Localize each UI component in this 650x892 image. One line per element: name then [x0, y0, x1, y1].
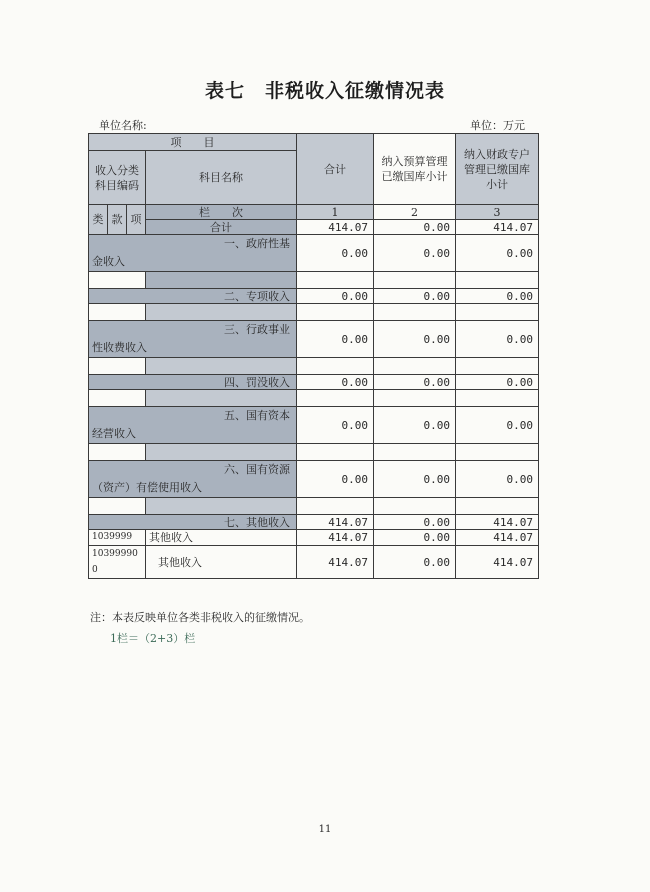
unit-name-label: 单位名称:: [99, 119, 147, 132]
total-header: 合计: [297, 134, 374, 205]
empty-cell: [89, 444, 146, 461]
page-title: 表七 非税收入征缴情况表: [204, 80, 445, 102]
lei-header: 类: [89, 205, 108, 235]
empty-cell: [146, 444, 297, 461]
cell-value: 0.00: [456, 321, 539, 358]
cell-value: 414.07: [297, 220, 374, 235]
empty-cell: [456, 358, 539, 375]
table-row-total: [89, 220, 539, 235]
cell-value: 0.00: [456, 289, 539, 304]
empty-cell: [146, 304, 297, 321]
code-header: [89, 151, 146, 205]
row-name-line2: （资产）有偿使用收入: [92, 481, 202, 494]
row-name: [89, 321, 297, 358]
row-name-line2: 金收入: [92, 255, 125, 268]
kuan-header: 款: [108, 205, 127, 235]
project-header: 项 目: [89, 134, 297, 151]
subject-code-line1: 10399990: [92, 549, 138, 559]
row-name: 合计: [146, 220, 297, 235]
empty-cell: [297, 304, 374, 321]
empty-row: [89, 358, 539, 375]
cell-value: 0.00: [297, 321, 374, 358]
empty-cell: [146, 390, 297, 407]
col1-index: 1: [297, 205, 374, 220]
cell-value: 0.00: [297, 407, 374, 444]
empty-cell: [374, 272, 456, 289]
subject-name: 其他收入: [146, 530, 297, 546]
page-number: 11: [318, 824, 332, 835]
row-name-line1: 五、国有资本: [224, 409, 290, 422]
table-row-state-capital: [89, 407, 539, 444]
empty-row: [89, 444, 539, 461]
lanci-header: 栏 次: [146, 205, 297, 220]
table-row-state-resource: [89, 461, 539, 498]
cell-value: 0.00: [297, 375, 374, 390]
fiscal-special-header: [456, 134, 539, 205]
empty-cell: [374, 390, 456, 407]
cell-value: 414.07: [297, 515, 374, 530]
budget-mgmt-header: [374, 134, 456, 205]
cell-value: 0.00: [374, 530, 456, 546]
budget-mgmt-header-text: 纳入预算管理已缴国库小计: [381, 155, 448, 183]
subject-name-header: 科目名称: [146, 151, 297, 205]
empty-cell: [374, 304, 456, 321]
cell-value: 0.00: [374, 407, 456, 444]
empty-row: [89, 390, 539, 407]
empty-cell: [89, 498, 146, 515]
empty-cell: [456, 498, 539, 515]
table-row-admin-fee: [89, 321, 539, 358]
cell-value: 0.00: [297, 289, 374, 304]
cell-value: 0.00: [374, 220, 456, 235]
table-row-gov-fund: [89, 235, 539, 272]
table-row-fines: [89, 375, 539, 390]
empty-cell: [297, 390, 374, 407]
cell-value: 0.00: [374, 375, 456, 390]
cell-value: 414.07: [456, 530, 539, 546]
cell-value: 414.07: [456, 220, 539, 235]
empty-cell: [374, 358, 456, 375]
empty-cell: [146, 358, 297, 375]
row-name-line1: 一、政府性基: [224, 237, 290, 250]
row-name: [89, 461, 297, 498]
empty-cell: [297, 498, 374, 515]
subject-code-line2: 0: [92, 565, 98, 575]
table-row-detail: [89, 530, 539, 546]
empty-row: [89, 304, 539, 321]
row-name: 四、罚没收入: [89, 375, 297, 390]
empty-cell: [89, 272, 146, 289]
col3-index: 3: [456, 205, 539, 220]
currency-unit-label: 单位：万元: [470, 119, 525, 132]
cell-value: 414.07: [297, 530, 374, 546]
empty-cell: [374, 444, 456, 461]
empty-cell: [456, 304, 539, 321]
cell-value: 414.07: [456, 546, 539, 579]
row-name-line1: 六、国有资源: [224, 463, 290, 476]
cell-value: 0.00: [374, 546, 456, 579]
table-note-formula: 1栏＝（2+3）栏: [110, 632, 196, 645]
row-name: [89, 235, 297, 272]
empty-cell: [374, 498, 456, 515]
subject-code: [89, 546, 146, 579]
subject-code: 1039999: [89, 530, 146, 546]
non-tax-revenue-table: [88, 133, 539, 579]
row-name-line2: 性收费收入: [92, 341, 147, 354]
empty-cell: [89, 304, 146, 321]
row-name: 二、专项收入: [89, 289, 297, 304]
empty-row: [89, 272, 539, 289]
cell-value: 0.00: [374, 289, 456, 304]
empty-cell: [89, 390, 146, 407]
table-row-detail: [89, 546, 539, 579]
row-name-line2: 经营收入: [92, 427, 136, 440]
empty-cell: [297, 444, 374, 461]
table-row-other: [89, 515, 539, 530]
empty-cell: [89, 358, 146, 375]
empty-cell: [456, 390, 539, 407]
cell-value: 0.00: [456, 461, 539, 498]
code-header-text: 收入分类科目编码: [95, 163, 139, 192]
cell-value: 0.00: [456, 235, 539, 272]
cell-value: 0.00: [374, 515, 456, 530]
cell-value: 0.00: [456, 375, 539, 390]
col2-index: 2: [374, 205, 456, 220]
row-name: 七、其他收入: [89, 515, 297, 530]
row-name-line1: 三、行政事业: [224, 323, 290, 336]
cell-value: 0.00: [374, 321, 456, 358]
table-row-special: [89, 289, 539, 304]
cell-value: 0.00: [374, 461, 456, 498]
fiscal-special-header-text: 纳入财政专户管理已缴国库小计: [464, 147, 530, 191]
empty-cell: [297, 272, 374, 289]
empty-cell: [456, 272, 539, 289]
empty-cell: [456, 444, 539, 461]
cell-value: 0.00: [297, 461, 374, 498]
cell-value: 0.00: [374, 235, 456, 272]
xiang-header: 项: [127, 205, 146, 235]
cell-value: 0.00: [297, 235, 374, 272]
empty-cell: [146, 498, 297, 515]
empty-row: [89, 498, 539, 515]
table-note: 注：本表反映单位各类非税收入的征缴情况。: [90, 611, 310, 624]
empty-cell: [297, 358, 374, 375]
cell-value: 0.00: [456, 407, 539, 444]
empty-cell: [146, 272, 297, 289]
row-name: [89, 407, 297, 444]
cell-value: 414.07: [297, 546, 374, 579]
subject-name: 其他收入: [146, 546, 297, 579]
cell-value: 414.07: [456, 515, 539, 530]
